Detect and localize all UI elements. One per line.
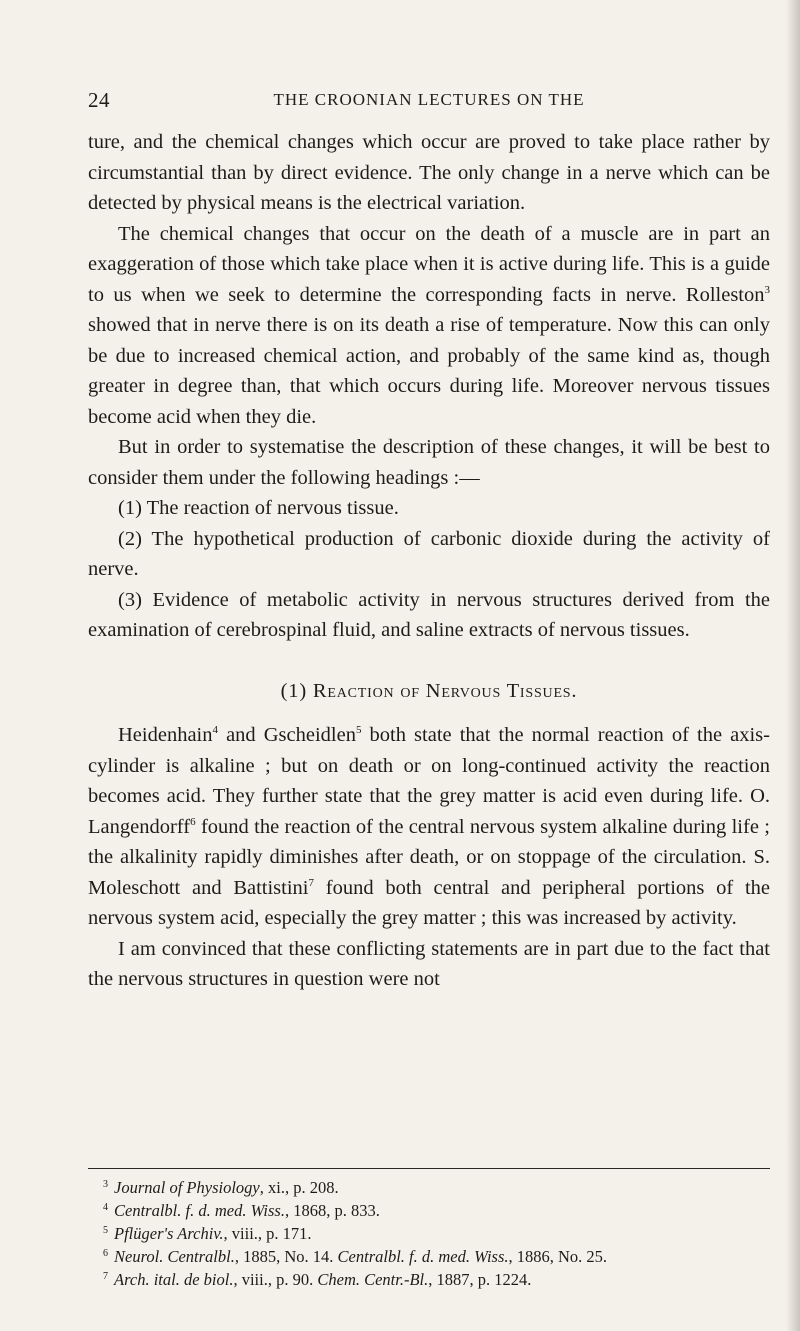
paragraph-5: I am convinced that these conflicting statements are in part due to the fact that the nervous structures in question were not	[88, 937, 770, 990]
footnote-6-mid: , 1885, No. 14.	[234, 1247, 338, 1266]
footnote-4-rest: , 1868, p. 833.	[284, 1201, 380, 1220]
footnotes	[88, 1176, 770, 1291]
footnote-7-rest: , 1887, p. 1224.	[428, 1270, 532, 1289]
footnote-6-rest: , 1886, No. 25.	[508, 1247, 608, 1266]
list-item-3: (3) Evidence of metabolic activity in nervous structures derived from the examination of cerebrospinal fluid, and saline extracts of nervous tissues.	[88, 588, 770, 641]
page-number: 24	[88, 88, 110, 112]
page-edge-shadow	[786, 0, 800, 1331]
footnote-5: 5 Pflüger's Archiv., viii., p. 171.	[103, 1224, 312, 1243]
paragraph-4	[88, 720, 770, 934]
footnote-7-title: Arch. ital. de biol.	[114, 1270, 234, 1289]
footnote-7-title-2: Chem. Centr.-Bl.	[317, 1270, 429, 1289]
paragraph-4-d: found the reaction of the central nervous system alkaline during life ; the alkalinity rapidly diminishes after death, or on stoppage of the circulation. S. Moleschott and Battistini	[88, 815, 770, 899]
paragraph-4-b: and Gscheidlen	[218, 724, 356, 746]
footnote-ref-7: 7	[308, 876, 314, 889]
paragraph-2-text: The chemical changes that occur on the death of a muscle are in part an exaggeration of those which take place when it is active during life. This is a guide to us when we seek to determine the corresponding facts in nerve. Rolleston	[88, 222, 770, 306]
paragraph-2	[88, 219, 770, 433]
footnote-4: 4 Centralbl. f. d. med. Wiss., 1868, p. 833.	[103, 1201, 380, 1220]
footnote-divider	[88, 1168, 770, 1169]
footnote-6: 6 Neurol. Centralbl., 1885, No. 14. Centralbl. f. d. med. Wiss., 1886, No. 25.	[103, 1247, 608, 1266]
paragraph-4-a: Heidenhain	[118, 724, 213, 746]
footnote-7: 7 Arch. ital. de biol., viii., p. 90. Chem. Centr.-Bl., 1887, p. 1224.	[103, 1270, 532, 1289]
running-head: THE CROONIAN LECTURES ON THE	[273, 90, 585, 109]
page-header	[88, 88, 770, 114]
footnote-6-title-2: Centralbl. f. d. med. Wiss.	[337, 1247, 509, 1266]
paragraph-2-rest: showed that in nerve there is on its death a rise of temperature. Now this can only be due to increased chemical action, and probably of the same kind as, though greater in degree than, that which occurs during life. Moreover nervous tissues become acid when they die.	[88, 314, 770, 428]
paragraph-4-c: both state that the normal reaction of the axis-cylinder is alkaline ; but on death or on long-continued activity the reaction becomes acid. They further state that the grey matter is acid even during life. O. Langendorff	[88, 724, 770, 838]
footnote-3-title: Journal of Physiology	[114, 1178, 260, 1197]
footnote-3: 3 Journal of Physiology, xi., p. 208.	[103, 1178, 339, 1197]
paragraph-4-e: found both central and peripheral portions of the nervous system acid, especially the grey matter ; this was increased by activity.	[88, 876, 770, 929]
footnote-5-title: Pflüger's Archiv.	[114, 1224, 224, 1243]
body-text	[88, 127, 770, 995]
section-heading: (1) Reaction of Nervous Tissues.	[280, 679, 578, 702]
list-item-2: (2) The hypothetical production of carbonic dioxide during the activity of nerve.	[88, 527, 770, 580]
footnote-4-title: Centralbl. f. d. med. Wiss.	[114, 1201, 285, 1220]
paragraph-3: But in order to systematise the description of these changes, it will be best to consider them under the following headings :—	[88, 436, 770, 489]
footnote-6-title: Neurol. Centralbl.	[114, 1247, 235, 1266]
footnote-3-rest: , xi., p. 208.	[259, 1178, 339, 1197]
footnote-ref-4: 4	[212, 724, 218, 736]
paragraph-1: ture, and the chemical changes which occur are proved to take place rather by circumstantial than by direct evidence. The only change in a nerve which can be detected by physical means is the electrical variation.	[88, 131, 770, 214]
list-item-1: (1) The reaction of nervous tissue.	[118, 497, 399, 519]
footnote-ref-5: 5	[355, 724, 362, 736]
footnote-5-rest: , viii., p. 171.	[223, 1224, 312, 1243]
footnote-ref-6: 6	[190, 815, 196, 828]
footnote-7-mid: , viii., p. 90.	[233, 1270, 318, 1289]
footnote-ref-3: 3	[764, 283, 770, 296]
